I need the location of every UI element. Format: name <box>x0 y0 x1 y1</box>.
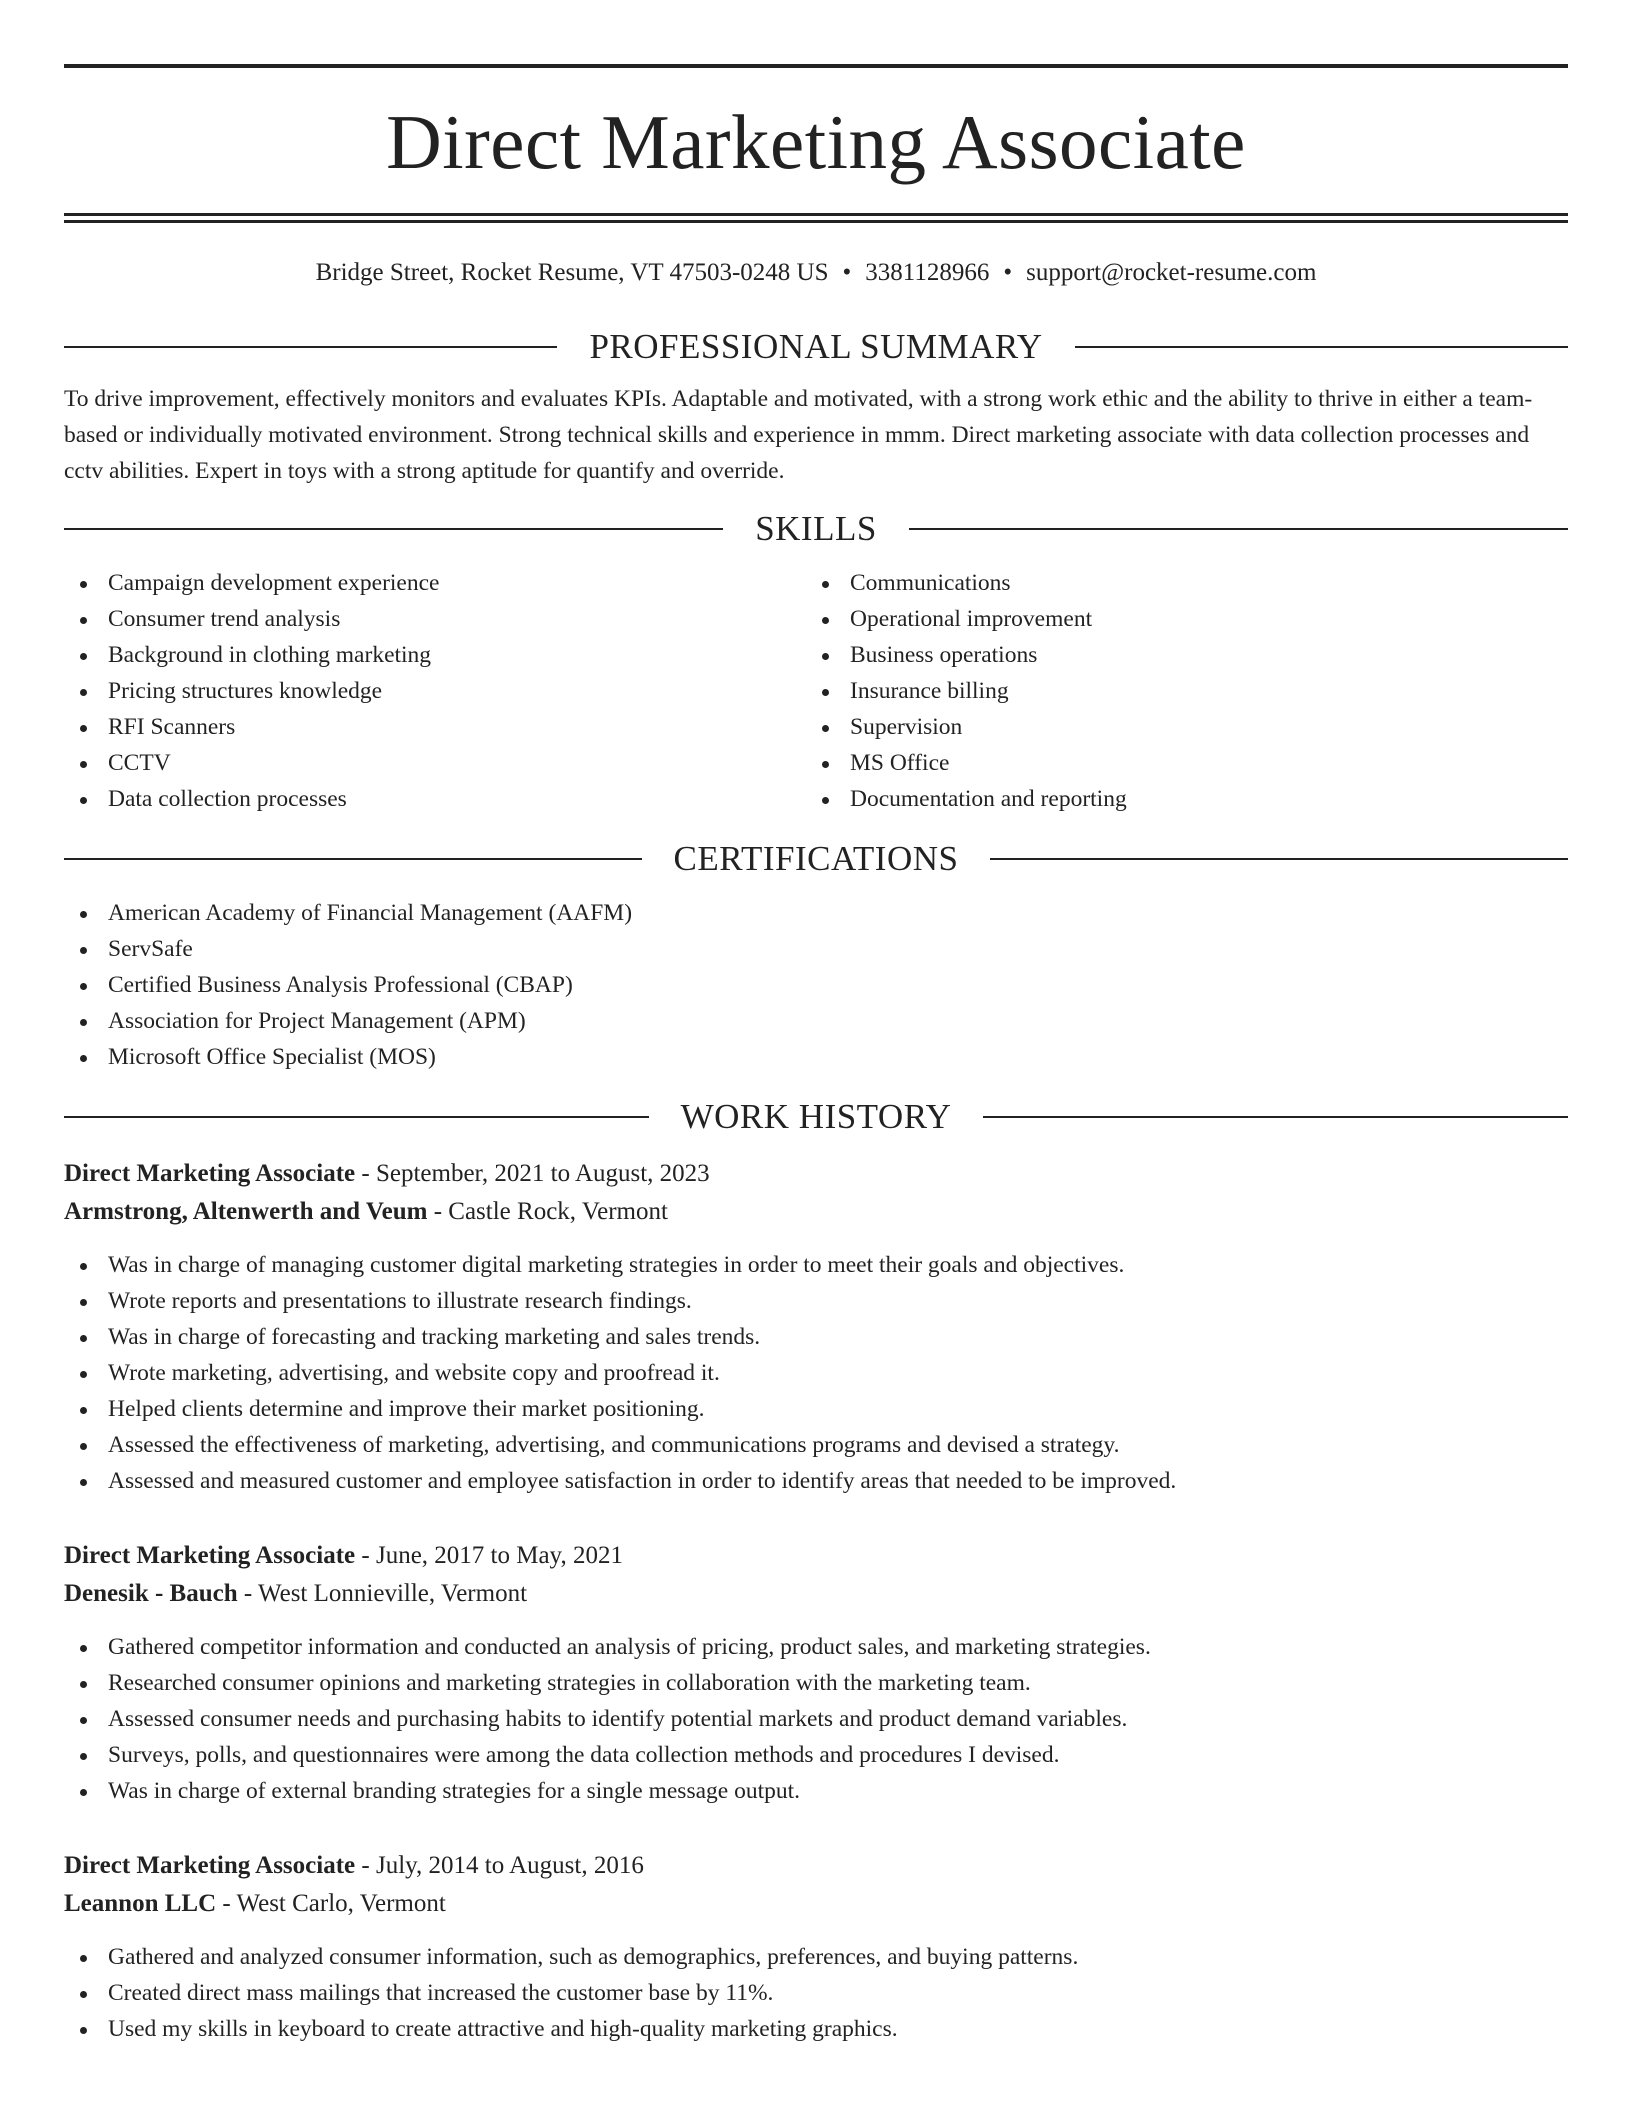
work-history <box>64 1155 1568 2047</box>
skills-heading <box>64 509 1568 549</box>
job-location: - West Carlo, Vermont <box>216 1890 446 1917</box>
skills-right-list <box>806 565 1548 817</box>
job-bullet: Wrote marketing, advertising, and website copy and proofread it. <box>64 1355 1568 1391</box>
job-bullet: Was in charge of external branding strategies for a single message output. <box>64 1773 1568 1809</box>
job-bullet: Helped clients determine and improve their market positioning. <box>64 1391 1568 1427</box>
job-company-line <box>64 1575 1568 1613</box>
heading-rule <box>64 858 642 860</box>
resume-name: Direct Marketing Associate <box>386 99 1246 185</box>
certifications-heading <box>64 839 1568 879</box>
skill-item: Supervision <box>806 709 1548 745</box>
job-bullet: Gathered competitor information and conducted an analysis of pricing, product sales, and marketing strategies. <box>64 1629 1568 1665</box>
heading-rule <box>64 1116 649 1118</box>
job-company: Armstrong, Altenwerth and Veum <box>64 1198 428 1225</box>
skills-title: SKILLS <box>755 509 877 548</box>
skills-columns <box>64 565 1568 817</box>
job-company-line <box>64 1885 1568 1923</box>
job-bullet: Surveys, polls, and questionnaires were among the data collection methods and procedures I devised. <box>64 1737 1568 1773</box>
skill-item: CCTV <box>64 745 806 781</box>
summary-heading <box>64 327 1568 367</box>
job-dates: - September, 2021 to August, 2023 <box>355 1160 710 1187</box>
skill-item: Data collection processes <box>64 781 806 817</box>
certifications-title: CERTIFICATIONS <box>673 839 959 878</box>
heading-rule <box>983 1116 1568 1118</box>
skill-item: Operational improvement <box>806 601 1548 637</box>
job-location: - West Lonnieville, Vermont <box>237 1580 528 1607</box>
job-company-line <box>64 1193 1568 1231</box>
heading-rule <box>64 346 557 348</box>
job-bullet: Created direct mass mailings that increased the customer base by 11%. <box>64 1975 1568 2011</box>
skill-item: Insurance billing <box>806 673 1548 709</box>
job-dates: - June, 2017 to May, 2021 <box>355 1542 623 1569</box>
job-title-line <box>64 1537 1568 1575</box>
skill-item: Consumer trend analysis <box>64 601 806 637</box>
skill-item: Communications <box>806 565 1548 601</box>
job-company: Denesik - Bauch <box>64 1580 238 1607</box>
job-entry <box>64 1847 1568 2047</box>
job-bullets <box>64 1629 1568 1809</box>
summary-text: To drive improvement, effectively monitors and evaluates KPIs. Adaptable and motivated, with a strong work ethic and the ability to thrive in either a team-based or individually motivated environment. Strong technical skills and experience in mmm. Direct marketing associate with data collection processes and cctv abilities. Expert in toys with a strong aptitude for quantify and override. <box>64 386 1533 484</box>
certification-item: American Academy of Financial Management (AAFM) <box>64 895 1568 931</box>
skill-item: RFI Scanners <box>64 709 806 745</box>
job-bullet: Assessed the effectiveness of marketing, advertising, and communications programs and devised a strategy. <box>64 1427 1568 1463</box>
skills-left-list <box>64 565 806 817</box>
certifications-list <box>64 895 1568 1075</box>
job-title-line <box>64 1155 1568 1193</box>
contact-separator: • <box>1003 259 1013 286</box>
contact-line <box>64 259 1568 287</box>
job-bullet: Was in charge of managing customer digital marketing strategies in order to meet their goals and objectives. <box>64 1247 1568 1283</box>
skill-item: Background in clothing marketing <box>64 637 806 673</box>
job-bullets <box>64 1939 1568 2047</box>
resume-content <box>64 0 1568 2047</box>
job-entry <box>64 1537 1568 1809</box>
name-double-rule <box>64 213 1568 223</box>
job-location: - Castle Rock, Vermont <box>427 1198 668 1225</box>
job-dates: - July, 2014 to August, 2016 <box>355 1852 644 1879</box>
job-title: Direct Marketing Associate <box>64 1542 356 1569</box>
work-heading <box>64 1097 1568 1137</box>
heading-rule <box>1075 346 1568 348</box>
job-bullet: Assessed consumer needs and purchasing habits to identify potential markets and product demand variables. <box>64 1701 1568 1737</box>
job-bullet: Wrote reports and presentations to illustrate research findings. <box>64 1283 1568 1319</box>
certification-item: ServSafe <box>64 931 1568 967</box>
heading-rule <box>64 528 723 530</box>
certification-item: Certified Business Analysis Professional (CBAP) <box>64 967 1568 1003</box>
job-entry <box>64 1155 1568 1499</box>
skill-item: Documentation and reporting <box>806 781 1548 817</box>
heading-rule <box>990 858 1568 860</box>
job-title-line <box>64 1847 1568 1885</box>
skill-item: Pricing structures knowledge <box>64 673 806 709</box>
contact-email: support@rocket-resume.com <box>1026 259 1317 286</box>
certification-item: Microsoft Office Specialist (MOS) <box>64 1039 1568 1075</box>
job-bullets <box>64 1247 1568 1499</box>
job-bullet: Used my skills in keyboard to create attractive and high-quality marketing graphics. <box>64 2011 1568 2047</box>
heading-rule <box>909 528 1568 530</box>
job-title: Direct Marketing Associate <box>64 1852 356 1879</box>
job-bullet: Was in charge of forecasting and tracking marketing and sales trends. <box>64 1319 1568 1355</box>
work-title: WORK HISTORY <box>680 1097 952 1136</box>
skill-item: MS Office <box>806 745 1548 781</box>
job-company: Leannon LLC <box>64 1890 217 1917</box>
job-title: Direct Marketing Associate <box>64 1160 356 1187</box>
contact-phone: 3381128966 <box>865 259 990 286</box>
contact-separator: • <box>842 259 852 286</box>
skill-item: Business operations <box>806 637 1548 673</box>
contact-address: Bridge Street, Rocket Resume, VT 47503-0248 US <box>315 259 829 286</box>
summary-title: PROFESSIONAL SUMMARY <box>589 327 1043 366</box>
certification-item: Association for Project Management (APM) <box>64 1003 1568 1039</box>
skill-item: Campaign development experience <box>64 565 806 601</box>
job-bullet: Researched consumer opinions and marketing strategies in collaboration with the marketing team. <box>64 1665 1568 1701</box>
job-bullet: Gathered and analyzed consumer information, such as demographics, preferences, and buying patterns. <box>64 1939 1568 1975</box>
job-bullet: Assessed and measured customer and employee satisfaction in order to identify areas that needed to be improved. <box>64 1463 1568 1499</box>
